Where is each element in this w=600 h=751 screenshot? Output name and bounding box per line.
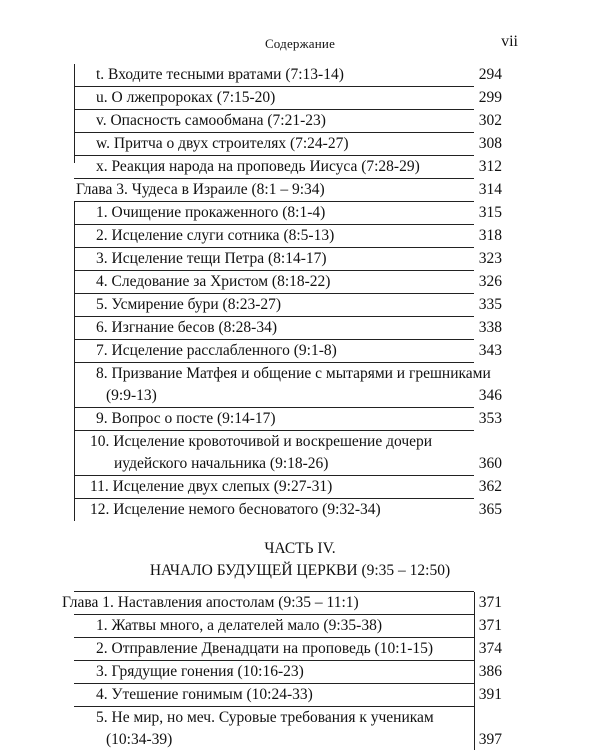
toc-entry-page: 397 — [478, 731, 502, 748]
part-title: НАЧАЛО БУДУЩЕЙ ЦЕРКВИ (9:35 – 12:50) — [149, 562, 451, 579]
toc-entry[interactable] — [0, 431, 600, 453]
toc-entry[interactable] — [0, 294, 600, 316]
toc-entry[interactable] — [0, 64, 600, 86]
toc-entry-title: 5. Усмирение бури (8:23-27) — [96, 296, 282, 313]
toc-entry-page: 362 — [478, 478, 502, 495]
toc-entry-page: 391 — [478, 686, 502, 703]
toc-entry-title: 7. Исцеление расслабленного (9:1-8) — [96, 342, 337, 359]
toc-entry-page: 374 — [478, 640, 502, 657]
toc-entry[interactable] — [0, 684, 600, 706]
toc-entry-title: v. Опасность самообмана (7:21-23) — [96, 112, 326, 129]
toc-entry-title: 3. Исцеление тещи Петра (8:14-17) — [96, 250, 327, 267]
toc-entry-page: 312 — [478, 158, 502, 175]
toc-entry-page: 371 — [478, 594, 502, 611]
toc-entry-page: 294 — [478, 66, 502, 83]
toc-entry-page: 365 — [478, 501, 502, 518]
toc-chapter-entry[interactable] — [0, 592, 600, 614]
toc-entry-page: 338 — [478, 319, 502, 336]
toc-entry-page: 323 — [478, 250, 502, 267]
toc-entry-page: 335 — [478, 296, 502, 313]
toc-entry-page: 371 — [478, 617, 502, 634]
toc-entry-page: 360 — [478, 455, 502, 472]
toc-entry-title: 11. Исцеление двух слепых (9:27-31) — [90, 478, 333, 495]
toc-entry-page: 353 — [478, 410, 502, 427]
toc-entry-title: u. О лжепророках (7:15-20) — [96, 89, 276, 106]
toc-entry-continued[interactable] — [0, 385, 600, 407]
toc-entry-title: (10:34-39) — [106, 731, 173, 748]
toc-entry-page: 346 — [478, 387, 502, 404]
toc-entry-title: (9:9-13) — [106, 387, 157, 404]
toc-entry-page: 318 — [478, 227, 502, 244]
toc-entry-title: 3. Грядущие гонения (10:16-23) — [96, 663, 304, 680]
toc-entry-page: 343 — [478, 342, 502, 359]
toc-entry[interactable] — [0, 661, 600, 683]
toc-entry-title: 4. Утешение гонимым (10:24-33) — [96, 686, 313, 703]
column-rule — [74, 64, 75, 163]
column-rule — [474, 592, 475, 750]
toc-entry-title: 9. Вопрос о посте (9:14-17) — [96, 410, 276, 427]
toc-entry-page: 314 — [478, 181, 502, 198]
page-number: vii — [501, 33, 518, 50]
toc-entry-title: 12. Исцеление немого бесноватого (9:32-34) — [90, 501, 381, 518]
toc-entry[interactable] — [0, 317, 600, 339]
toc-entry[interactable] — [0, 476, 600, 498]
toc-entry[interactable] — [0, 248, 600, 270]
toc-entry[interactable] — [0, 87, 600, 109]
toc-entry-title: 2. Исцеление слуги сотника (8:5-13) — [96, 227, 335, 244]
toc-entry-continued[interactable] — [0, 729, 600, 751]
toc-entry[interactable] — [0, 615, 600, 637]
toc-entry-title: 2. Отправление Двенадцати на проповедь (10:1-15) — [96, 640, 434, 657]
toc-entry-page: 386 — [478, 663, 502, 680]
toc-entry[interactable] — [0, 499, 600, 521]
toc-entry-title: иудейского начальника (9:18-26) — [114, 455, 329, 472]
toc-entry-title: 10. Исцеление кровоточивой и воскрешение дочери — [90, 433, 433, 450]
page-header — [0, 34, 600, 54]
toc-entry-title: 5. Не мир, но меч. Суровые требования к ученикам — [96, 709, 434, 726]
toc-entry-page: 326 — [478, 273, 502, 290]
part-label: ЧАСТЬ IV. — [264, 540, 336, 557]
toc-entry-title: t. Входите тесными вратами (7:13-14) — [96, 66, 344, 83]
toc-entry[interactable] — [0, 225, 600, 247]
toc-entry[interactable] — [0, 707, 600, 729]
toc-entry-title: 4. Следование за Христом (8:18-22) — [96, 273, 331, 290]
toc-entry-title: 8. Призвание Матфея и общение с мытарями и грешниками — [96, 365, 491, 382]
toc-entry-continued[interactable] — [0, 453, 600, 475]
toc-entry[interactable] — [0, 202, 600, 224]
toc-entry[interactable] — [0, 156, 600, 178]
toc-entry-title: 6. Изгнание бесов (8:28-34) — [96, 319, 278, 336]
toc-entry-page: 308 — [478, 135, 502, 152]
toc-entry-title: 1. Очищение прокаженного (8:1-4) — [96, 204, 326, 221]
toc-entry-title: Глава 3. Чудеса в Израиле (8:1 – 9:34) — [76, 181, 325, 198]
toc-entry-title: 1. Жатвы много, а делателей мало (9:35-38) — [96, 617, 382, 634]
toc-entry[interactable] — [0, 271, 600, 293]
toc-entry-page: 302 — [478, 112, 502, 129]
toc-entry-page: 299 — [478, 89, 502, 106]
toc-entry-title: Глава 1. Наставления апостолам (9:35 – 11:1) — [62, 594, 359, 611]
toc-entry[interactable] — [0, 408, 600, 430]
toc-entry-title: x. Реакция народа на проповедь Иисуса (7:28-29) — [96, 158, 420, 175]
toc-entry[interactable] — [0, 133, 600, 155]
toc-entry-page: 315 — [478, 204, 502, 221]
toc-entry-title: w. Притча о двух строителях (7:24-27) — [96, 135, 349, 152]
toc-entry[interactable] — [0, 363, 600, 385]
toc-entry[interactable] — [0, 638, 600, 660]
toc-entry[interactable] — [0, 340, 600, 362]
toc-chapter-entry[interactable] — [0, 179, 600, 201]
toc-entry[interactable] — [0, 110, 600, 132]
column-rule — [74, 201, 75, 521]
running-title: Содержание — [264, 36, 336, 51]
